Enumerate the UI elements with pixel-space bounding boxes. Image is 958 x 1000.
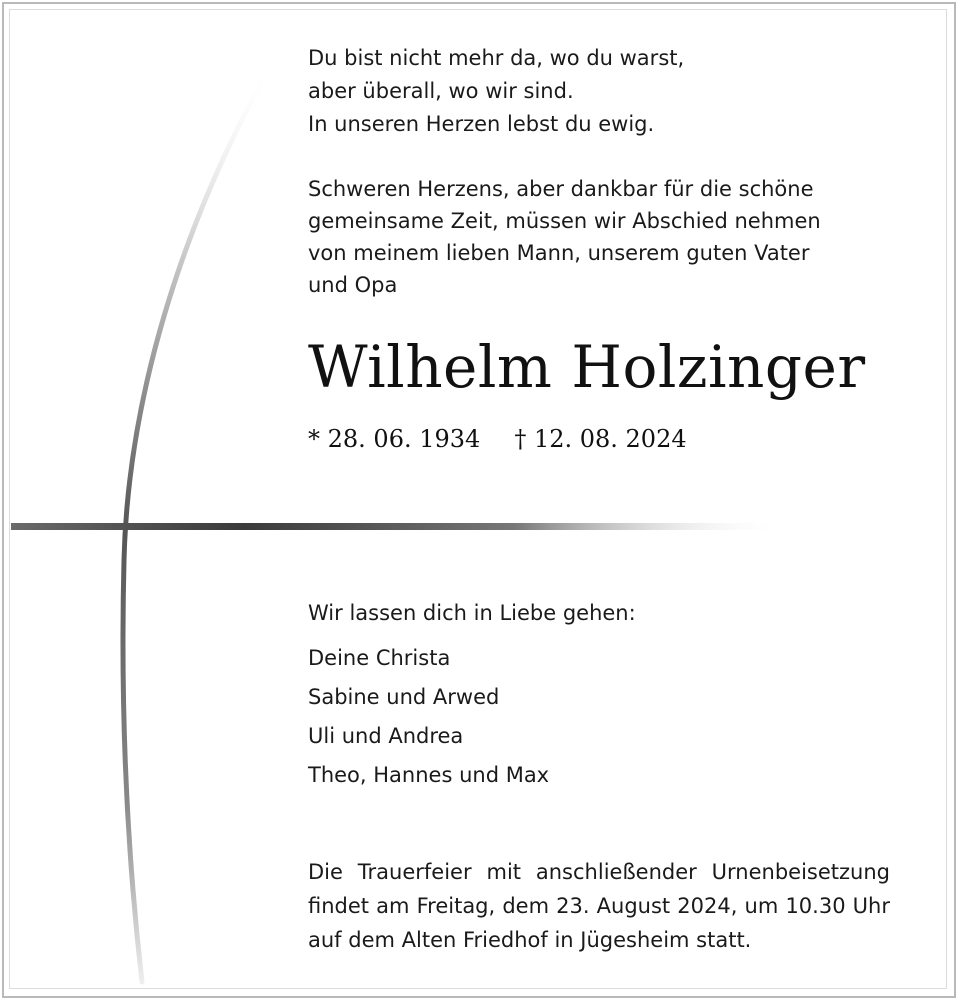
family-list	[308, 639, 549, 795]
life-dates	[308, 422, 687, 456]
cross-horizontal-bar	[11, 523, 786, 530]
family-member: Theo, Hannes und Max	[308, 763, 550, 787]
intro-line: und Opa	[308, 273, 398, 297]
family-member: Sabine und Arwed	[308, 685, 500, 709]
notice-line: Die Trauerfeier mit anschließender Urnenbeisetzung	[308, 860, 890, 884]
poem-line: Du bist nicht mehr da, wo du warst,	[308, 46, 685, 70]
family-member: Deine Christa	[308, 646, 451, 670]
notice-line: findet am Freitag, dem 23. August 2024, um 10.30 Uhr	[308, 894, 890, 918]
poem-line: In unseren Herzen lebst du ewig.	[308, 112, 655, 136]
intro-line: von meinem lieben Mann, unserem guten Vater	[308, 241, 810, 265]
deceased-name: Wilhelm Holzinger	[308, 333, 866, 401]
service-notice	[308, 855, 890, 957]
poem	[308, 42, 684, 141]
intro-text	[308, 173, 821, 301]
birth-date: * 28. 06. 1934	[308, 425, 481, 453]
poem-line: aber überall, wo wir sind.	[308, 79, 574, 103]
family-member: Uli und Andrea	[308, 724, 464, 748]
family-heading: Wir lassen dich in Liebe gehen:	[308, 601, 636, 625]
death-date: † 12. 08. 2024	[514, 425, 687, 453]
intro-line: gemeinsame Zeit, müssen wir Abschied nehmen	[308, 209, 821, 233]
notice-line: auf dem Alten Friedhof in Jügesheim statt.	[308, 928, 752, 952]
intro-line: Schweren Herzens, aber dankbar für die schöne	[308, 177, 814, 201]
